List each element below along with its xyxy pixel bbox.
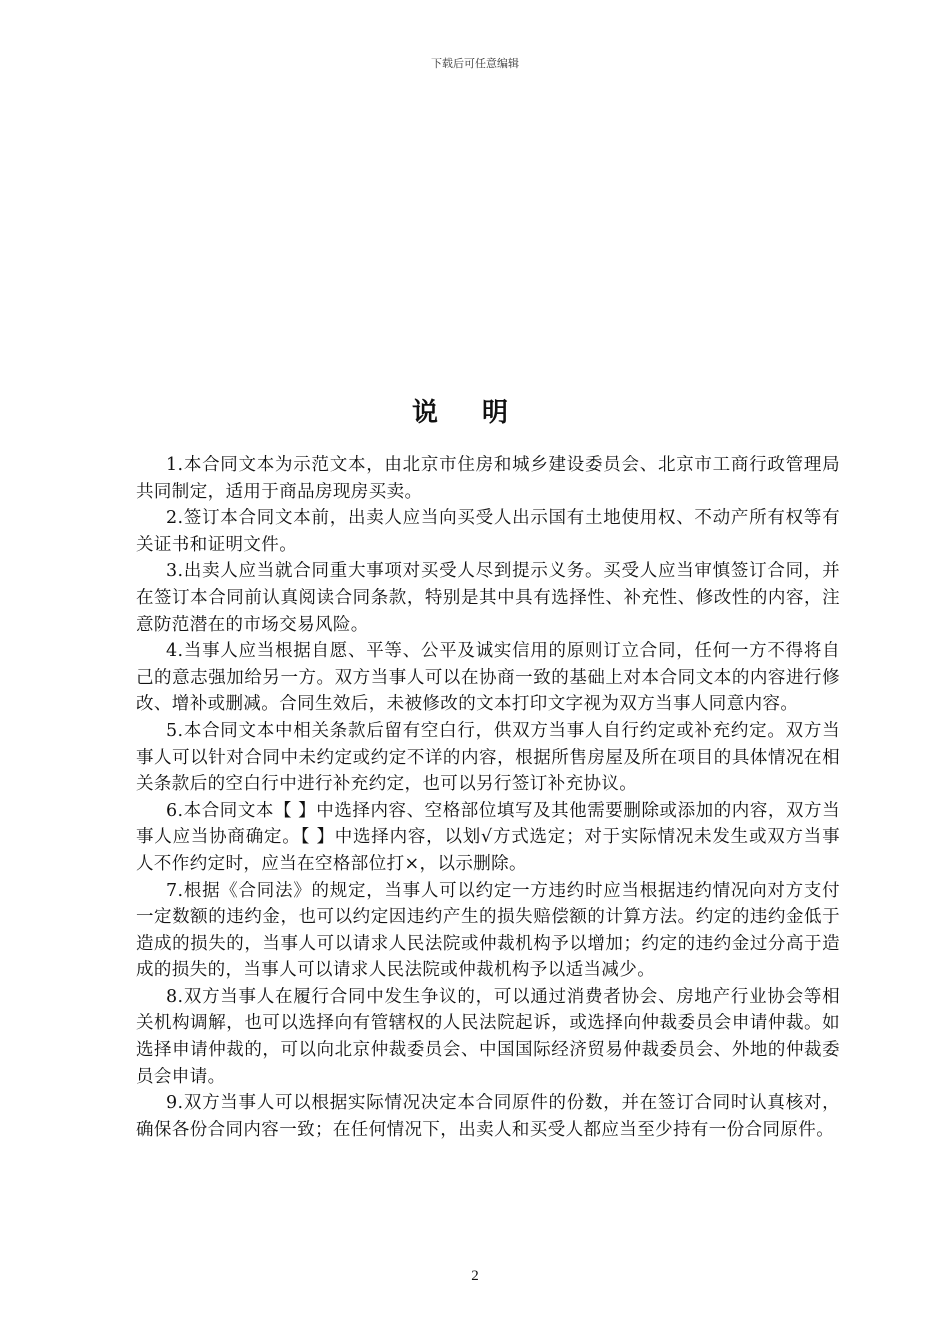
instruction-paragraph-5: 5.本合同文本中相关条款后留有空白行，供双方当事人自行约定或补充约定。双方当事人可以针对合同中未约定或约定不详的内容，根据所售房屋及所在项目的具体情况在相关条款后的空白行中进行补充约定，也可以另行签订补充协议。 — [136, 720, 840, 795]
document-title: 说明 — [411, 398, 552, 428]
instruction-paragraph-8: 8.双方当事人在履行合同中发生争议的，可以通过消费者协会、房地产行业协会等相关机构调解，也可以选择向有管辖权的人民法院起诉，或选择向仲裁委员会申请仲裁。如选择申请仲裁的，可以向北京仲裁委员会、中国国际经济贸易仲裁委员会、外地的仲裁委员会申请。 — [136, 986, 840, 1087]
instruction-paragraph-9: 9.双方当事人可以根据实际情况决定本合同原件的份数，并在签订合同时认真核对，确保各份合同内容一致；在任何情况下，出卖人和买受人都应当至少持有一份合同原件。 — [136, 1093, 840, 1140]
page-number: 2 — [471, 1268, 479, 1284]
page-header-note: 下载后可任意编辑 — [431, 57, 519, 70]
instruction-paragraph-7: 7.根据《合同法》的规定，当事人可以约定一方违约时应当根据违约情况向对方支付一定数额的违约金，也可以约定因违约产生的损失赔偿额的计算方法。约定的违约金低于造成的损失的，当事人可以请求人民法院或仲裁机构予以增加；约定的违约金过分高于造成的损失的，当事人可以请求人民法院或仲裁机构予以适当减少。 — [136, 880, 840, 981]
instruction-paragraph-6: 6.本合同文本【 】中选择内容、空格部位填写及其他需要删除或添加的内容，双方当事人应当协商确定。【 】中选择内容，以划√方式选定；对于实际情况未发生或双方当事人不作约定时，应当在空格部位打×，以示删除。 — [136, 800, 840, 874]
instruction-paragraph-4: 4.当事人应当根据自愿、平等、公平及诚实信用的原则订立合同，任何一方不得将自己的意志强加给另一方。双方当事人可以在协商一致的基础上对本合同文本的内容进行修改、增补或删减。合同生效后，未被修改的文本打印文字视为双方当事人同意内容。 — [136, 641, 840, 715]
instruction-paragraph-3: 3.出卖人应当就合同重大事项对买受人尽到提示义务。买受人应当审慎签订合同，并在签订本合同前认真阅读合同条款，特别是其中具有选择性、补充性、修改性的内容，注意防范潜在的市场交易风险。 — [136, 561, 840, 635]
instructions-body — [136, 452, 840, 1143]
instruction-paragraph-1: 1.本合同文本为示范文本，由北京市住房和城乡建设委员会、北京市工商行政管理局共同制定，适用于商品房现房买卖。 — [136, 455, 840, 502]
instruction-paragraph-2: 2.签订本合同文本前，出卖人应当向买受人出示国有土地使用权、不动产所有权等有关证书和证明文件。 — [136, 508, 840, 555]
